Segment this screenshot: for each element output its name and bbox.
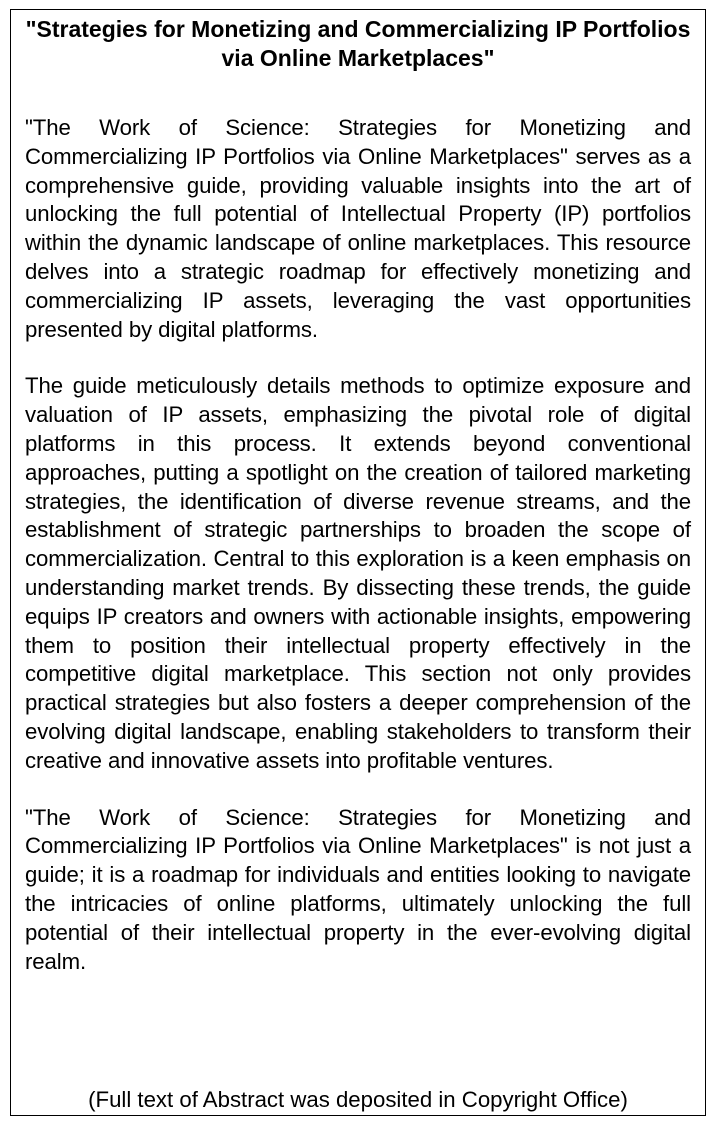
deposit-note: (Full text of Abstract was deposited in Copyright Office): [88, 1087, 628, 1112]
paragraph-conclusion: "The Work of Science: Strategies for Monetizing and Commercializing IP Portfolios via Online Marketplaces" is not just a guide; it is a roadmap for individuals and entities looking to navigate the intricacies of online platforms, ultimately unlocking the full potential of their intellectual property in the ever-evolving digital realm.: [25, 804, 691, 974]
paragraph-intro: "The Work of Science: Strategies for Monetizing and Commercializing IP Portfolios via Online Marketplaces" serves as a comprehensive guide, providing valuable insights into the art of unlocking the full potential of Intellectual Property (IP) portfolios within the dynamic landscape of online marketplaces. This resource delves into a strategic roadmap for effectively monetizing and commercializing IP assets, leveraging the vast opportunities presented by digital platforms.: [25, 115, 691, 342]
document-title: "Strategies for Monetizing and Commercializing IP Portfolios via Online Marketplaces": [25, 16, 691, 71]
paragraph-methods: The guide meticulously details methods to optimize exposure and valuation of IP assets, emphasizing the pivotal role of digital platforms in this process. It extends beyond conventional approaches, putting a spotlight on the creation of tailored marketing strategies, the identification of diverse revenue streams, and the establishment of strategic partnerships to broaden the scope of commercialization. Central to this exploration is a keen emphasis on understanding market trends. By dissecting these trends, the guide equips IP creators and owners with actionable insights, empowering them to position their intellectual property effectively in the competitive digital marketplace. This section not only provides practical strategies but also fosters a deeper comprehension of the evolving digital landscape, enabling stakeholders to transform their creative and innovative assets into profitable ventures.: [25, 373, 691, 773]
abstract-frame: [10, 9, 706, 1116]
